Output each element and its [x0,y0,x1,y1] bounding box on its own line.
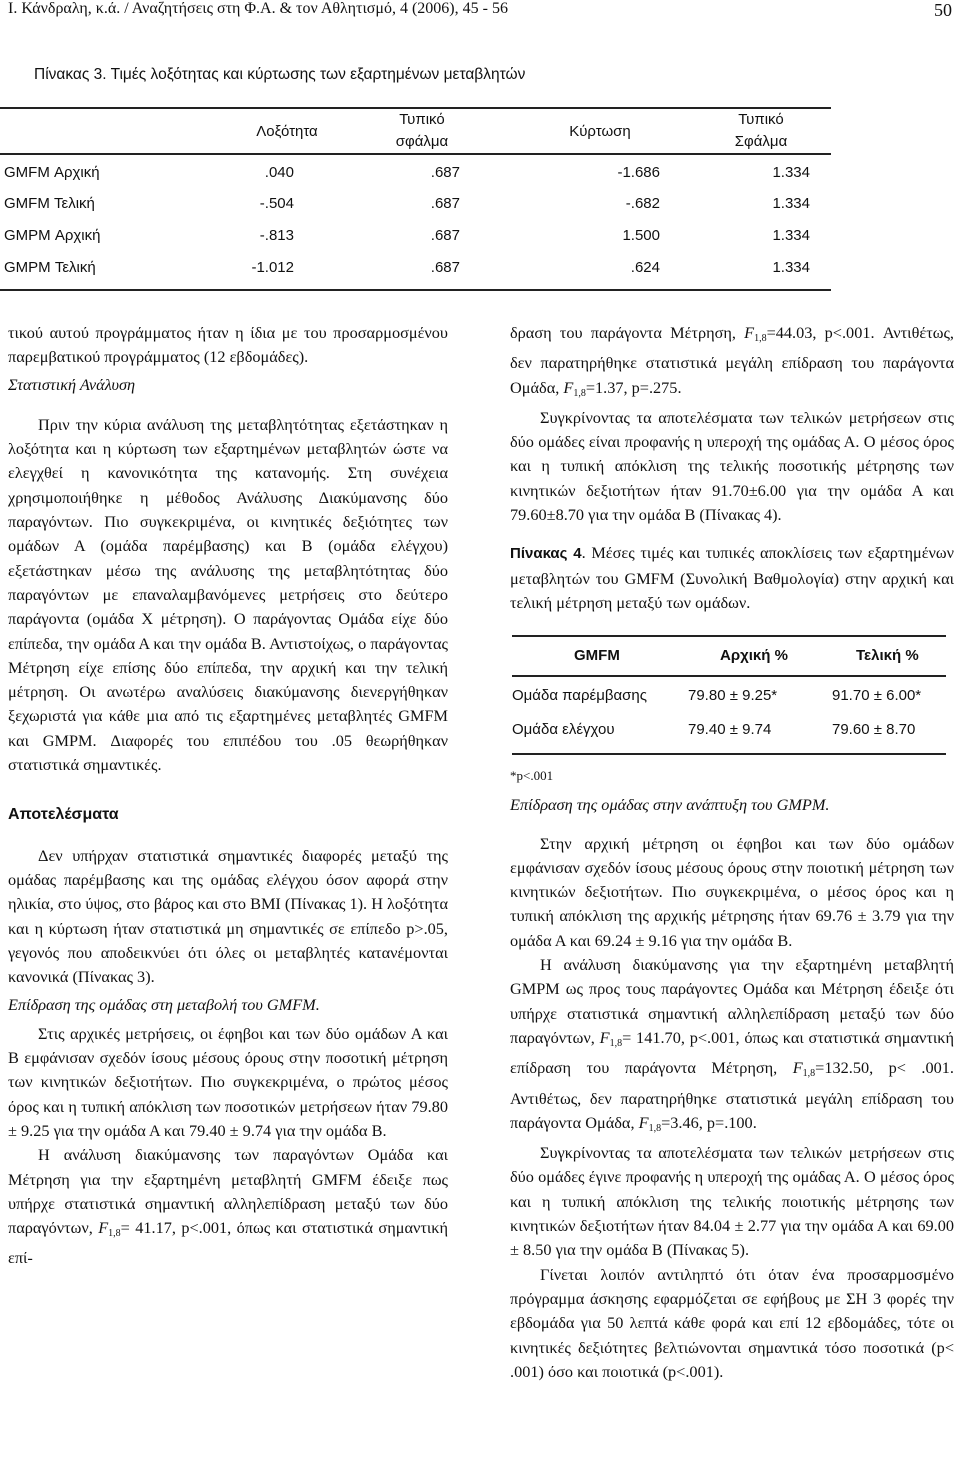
paragraph: Συγκρίνοντας τα αποτελέσματα των τελικών μετρήσεων στις δύο ομάδες είναι προφανής η υπεροχή της ομάδας Α. Ο μέσος όρος και η τυπική απόκλιση της τελικής ποσοτικής μέτρησης των κινητικών δεξιοτήτων ήταν 91.70±6.00 για την ομάδα Α και 79.60±8.70 για την ομάδα Β (Πίνακας 4). [510,407,954,525]
table3-header-rule [0,153,831,155]
table4-caption-label: Πίνακας 4 [510,545,582,563]
text-run: = 141.70, p<.001, όπως και στατιστικά σημαντική επίδραση του παράγοντα Μέτρηση, [510,1027,954,1078]
table3-header-kurtosis: Κύρτωση [569,123,631,140]
table4-row-label: Ομάδα ελέγχου [512,721,615,739]
table4-caption [510,541,954,615]
stat-subscript: 1,8 [573,387,586,399]
table3-cell: .687 [430,164,460,181]
stat-symbol: F [792,1058,803,1078]
subsection-heading-gmpm: Επίδραση της ομάδας στην ανάπτυξη του GMPM. [510,795,830,815]
paragraph: Πριν την κύρια ανάλυση της μεταβλητότητας εξετάστηκαν η λοξότητα και η κύρτωση των εξαρτημένων μεταβλητών ώστε να ελεγχθεί η κανονικότητα της κατανομής. Στη συνέχεια χρησιμοποιήθηκε η μέθοδος Ανάλυσης Διακύμανσης δύο παραγόντων. Πιο συγκεκριμένα, οι κινητικές δεξιότητες των ομάδων Α (ομάδα παρέμβασης) και Β (ομάδα ελέγχου) εξετάστηκαν μέσω της ανάλυσης της μεταβλητότητας δύο παραγόντων με επαναλαμβανόμενες μετρήσεις στο δεύτερο παράγοντα (ομάδα Χ μέτρηση). Ο παράγοντας Ομάδα είχε δύο επίπεδα, την ομάδα Α και την ομάδα Β. Αντιστοίχως, ο παράγοντας Μέτρηση είχε επίσης δύο επίπεδα, την αρχική και την τελική μέτρηση. Οι ανωτέρω αναλύσεις διακύμανσης διενεργήθηκαν ξεχωριστά για κάθε μια από τις εξαρτημένες μεταβλητές GMFM και GMPM. Διαφορές του επιπέδου του .05 θεωρήθηκαν στατιστικά σημαντικές. [8,414,448,775]
subsection-heading-gmfm: Επίδραση της ομάδας στη μεταβολή του GMFM. [8,995,320,1015]
paragraph-anova-gmpm [510,953,954,1141]
page-number: 50 [934,0,952,20]
paragraph: Γίνεται λοιπόν αντιληπτό ότι όταν ένα προσαρμοσμένο πρόγραμμα άσκησης εφαρμόζεται σε εφήβους με ΣΗ 3 φορές την εβδομάδα για 50 λεπτά κάθε φορά και επί 12 εβδομάδες, τότε οι κινητικές δεξιότητες βελτιώνονται σημαντικά τόσο ποσοτικά (p< .001) όσο και ποιοτικά (p<.001). [510,1264,954,1381]
stat-subscript: 1,8 [802,1068,816,1080]
table3-header-se2-line2: Σφάλμα [734,133,788,150]
table4-header-final: Τελική % [856,647,919,665]
stat-subscript: 1,8 [609,1037,623,1049]
table4-cell: 79.60 ± 8.70 [832,721,916,739]
table4-caption-text: . Μέσες τιμές και τυπικές αποκλίσεις των εξαρτημένων μεταβλητών του GMFM (Συνολική Βαθμολογία) στην αρχική και τελική μέτρηση μεταξύ των ομάδων. [510,543,954,612]
text-run: Η ανάλυση διακύμανσης για την εξαρτημένη μεταβλητή GMPM ως προς τους παράγοντες Ομάδα και Μέτρηση έδειξε ότι υπήρχε στατιστικά σημαντική αλληλεπίδραση μεταξύ των δύο παραγόντων, [510,955,954,1047]
table4-cell: 79.40 ± 9.74 [688,721,772,739]
table3-header-se2-line1: Τυπικό [738,111,784,128]
table3-bottom-rule [0,289,831,291]
text-run: =1.37, p=.275. [585,377,682,397]
table4-row-label: Ομάδα παρέμβασης [512,687,647,705]
stat-symbol: F [744,323,755,342]
table3-row-label: GMFM Τελική [4,195,95,212]
table4-footnote: *p<.001 [510,768,554,784]
stat-symbol: F [599,1027,610,1047]
table3-row-label: GMPM Τελική [4,259,96,276]
table3-cell: .687 [430,195,460,212]
right-column [510,321,954,1384]
running-header [8,0,952,22]
table4 [512,635,946,757]
table3-cell: 1.334 [772,164,810,181]
table3-cell: 1.334 [772,227,810,244]
stat-subscript: 1,8 [648,1122,662,1134]
table3-header-skewness: Λοξότητα [256,123,318,140]
stat-symbol: F [638,1112,649,1132]
paragraph: τικού αυτού προγράμματος ήταν η ίδια με του προσαρμοσμένου παρεμβατικού προγράμματος (12 εβδομάδες). [8,323,448,367]
text-run: =44.03, p<.001. Αντιθέτως, δεν παρατηρήθηκε στατιστικά μεγάλη επίδραση του παράγοντα Ομάδα, [510,323,954,397]
table3-cell: 1.500 [622,227,660,244]
paragraph: Δεν υπήρχαν στατιστικά σημαντικές διαφορές μεταξύ της ομάδας παρέμβασης και της ομάδας ελέγχου όσον αφορά στην ηλικία, στο ύψος, στο βάρος και στο BMI (Πίνακας 1). Η λοξότητα και η κύρτωση ήταν στατιστικά μη σημαντικές σε επίπεδο p>.05, γεγονός που αποδεικνύει ότι όλες οι μεταβλητές κατανέμονται κανονικά (Πίνακας 3). [8,845,448,987]
table3-cell: 1.334 [772,259,810,276]
table3-cell: .687 [430,259,460,276]
table4-cell: 79.80 ± 9.25* [688,687,778,705]
table3-cell: .040 [264,164,294,181]
text-run: =132.50, p< .001. Αντιθέτως, δεν παρατηρήθηκε στατιστικά μεγάλη επίδραση του παράγοντα Ομάδα, [510,1058,954,1132]
paragraph-anova-gmfm-cont [510,321,954,406]
table3-header-se1-line2: σφάλμα [395,133,449,150]
table3-cell: -.813 [259,227,294,244]
stat-symbol: F [563,377,574,397]
table3-caption: Πίνακας 3. Τιμές λοξότητας και κύρτωσης των εξαρτημένων μεταβλητών [34,66,526,83]
table3-cell: .687 [430,227,460,244]
text-run: =3.46, p=.100. [661,1112,757,1132]
section-heading-results: Αποτελέσματα [8,806,119,824]
text-run: δραση του παράγοντα Μέτρηση, [510,323,745,342]
table3-cell: -.682 [625,195,660,212]
paragraph: Στην αρχική μέτρηση οι έφηβοι και των δύο ομάδων εμφάνισαν σχεδόν ίσους μέσους όρους στην ποιοτική μέτρηση των κινητικών δεξιοτήτων. Πιο συγκεκριμένα, ο μέσος όρος και η τυπική απόκλιση της αρχικής μέτρησης ήταν 69.76 ± 3.79 για την ομάδα Α και 69.24 ± 9.16 για την ομάδα Β. [510,833,954,950]
table3-cell: .624 [630,259,660,276]
table3-cell: -1.012 [251,259,294,276]
paragraph: Στις αρχικές μετρήσεις, οι έφηβοι και των δύο ομάδων Α και Β εμφάνισαν σχεδόν ίσους μέσους όρους στην ποσοτική μέτρηση των κινητικών δεξιοτήτων. Πιο συγκεκριμένα, ο πρώτος μέσος όρος και η τυπική απόκλιση των ποσοτικών μετρήσεων ήταν 79.80 ± 9.25 για την ομάδα Α και 79.40 ± 9.74 για την ομάδα Β. [8,1023,448,1140]
text-run: Η ανάλυση διακύμανσης των παραγόντων Ομάδα και Μέτρηση για την εξαρτημένη μεταβλητή GMFM έδειξε πως υπήρχε στατιστικά σημαντική αλληλεπίδραση μεταξύ των δύο παραγόντων, [8,1145,448,1238]
table3-cell: 1.334 [772,195,810,212]
table4-header-initial: Αρχική % [720,647,788,665]
table4-header-gmfm: GMFM [574,647,620,665]
text-run: = 41.17, p<.001, όπως και στατιστικά σημαντική επί- [8,1218,448,1268]
left-column [8,321,448,1271]
table3-row-label: GMPM Αρχική [4,227,101,244]
table3-cell: -1.686 [617,164,660,181]
table3-header-se1-line1: Τυπικό [399,111,445,128]
paragraph-anova-gmfm [8,1143,448,1270]
table4-top-rule [512,635,946,637]
stat-subscript: 1,8 [754,333,767,344]
stat-symbol: F [98,1218,109,1238]
table3-top-rule [0,107,831,109]
table4-bottom-rule [512,753,946,755]
table4-header-rule [512,675,946,677]
stat-subscript: 1,8 [108,1228,121,1240]
running-head: Ι. Κάνδραλη, κ.ά. / Αναζητήσεις στη Φ.Α. & τον Αθλητισμό, 4 (2006), 45 - 56 [8,0,508,17]
paragraph: Συγκρίνοντας τα αποτελέσματα των τελικών μετρήσεων στις δύο ομάδες έγινε προφανής η υπεροχή της ομάδας Α. Ο μέσος όρος και η τυπική απόκλιση της τελικής ποιοτικής μέτρησης των κινητικών δεξιοτήτων ήταν 84.04 ± 2.77 για την ομάδα Α και 69.00 ± 8.50 για την ομάδα Β (Πίνακας 5). [510,1143,954,1260]
section-heading-statistical-analysis: Στατιστική Ανάλυση [8,374,136,394]
table3-row-label: GMFM Αρχική [4,164,100,181]
table3-cell: -.504 [259,195,294,212]
table4-cell: 91.70 ± 6.00* [832,687,922,705]
